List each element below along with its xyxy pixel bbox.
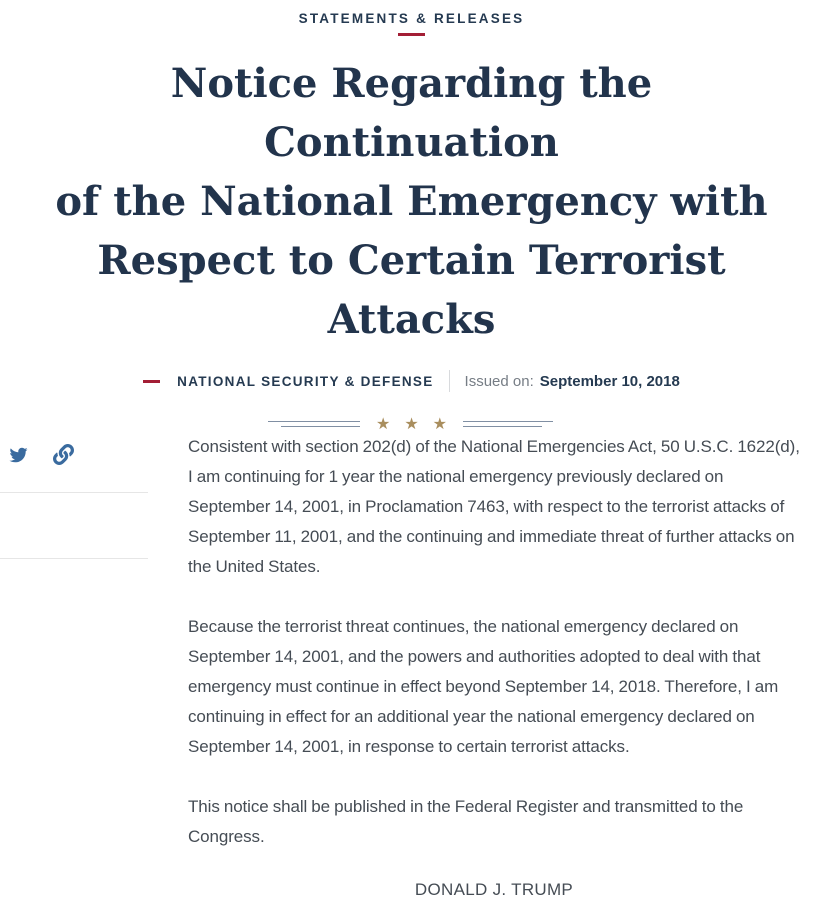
category-dash-accent (143, 380, 160, 383)
category-link[interactable]: NATIONAL SECURITY & DEFENSE (177, 373, 434, 389)
page-title-line: of the National Emergency with (55, 178, 768, 225)
signature-name: DONALD J. TRUMP (414, 880, 574, 899)
article-body (188, 432, 800, 882)
star-divider (0, 416, 823, 432)
page-title (17, 54, 807, 349)
page-title-line: Notice Regarding the Continuation (170, 60, 653, 166)
divider-stars (376, 416, 447, 432)
divider-rule-left (268, 421, 360, 427)
article-paragraph: This notice shall be published in the Federal Register and transmitted to the Congress. (188, 797, 744, 846)
copy-link-icon[interactable] (53, 444, 74, 465)
article-paragraph: Consistent with section 202(d) of the National Emergencies Act, 50 U.S.C. 1622(d), I am continuing for 1 year the national emergency previously declared on September 14, 2001, in Proclamation 7463, with respect to the terrorist attacks of September 11, 2001, and the continuing and immediate threat of further attacks on the United States. (188, 437, 800, 576)
meta-divider (449, 370, 450, 392)
article-meta (0, 370, 823, 392)
star-icon: ★ (432, 414, 448, 433)
twitter-share-icon[interactable] (8, 446, 29, 464)
eyebrow-accent-rule (398, 33, 425, 36)
breadcrumb-statements-releases[interactable]: STATEMENTS & RELEASES (298, 11, 525, 26)
page-title-line: Attacks (327, 296, 496, 343)
issued-on-label: Issued on: (464, 372, 534, 390)
star-icon: ★ (404, 414, 419, 433)
article-paragraph: Because the terrorist threat continues, the national emergency declared on September 14, 2001, and the powers and authorities adopted to deal with that emergency must continue in effect beyond September 14, 2018. Therefore, I am continuing in effect for an additional year the national emergency declared on September 14, 2001, in response to certain terrorist attacks. (188, 617, 779, 756)
share-rail-divider (0, 558, 148, 559)
divider-rule-right (463, 421, 555, 427)
page-title-line: Respect to Certain Terrorist (97, 237, 726, 284)
share-rail-divider (0, 492, 148, 493)
star-icon: ★ (375, 414, 391, 433)
issued-date: September 10, 2018 (539, 372, 680, 390)
